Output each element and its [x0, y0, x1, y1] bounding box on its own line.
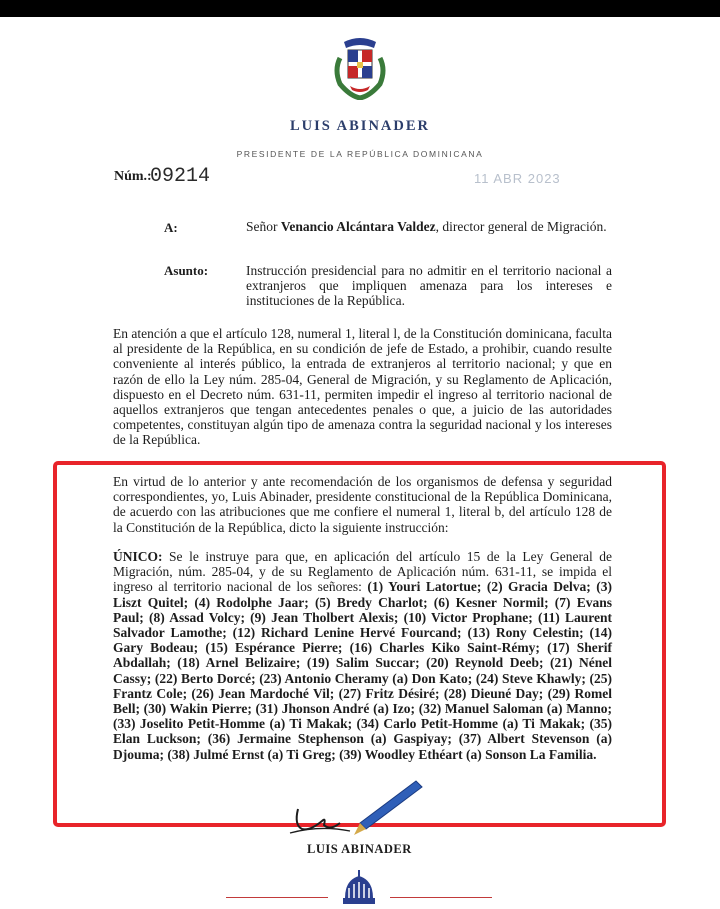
document-number: 09214	[150, 165, 211, 188]
unico-label: ÚNICO:	[113, 549, 163, 564]
paragraph-unico	[113, 549, 612, 762]
recipient-name: Venancio Alcántara Valdez	[280, 219, 436, 234]
recipient-text	[246, 219, 612, 234]
document-number-label: Núm.:	[114, 169, 152, 184]
palace-dome-icon	[339, 870, 379, 906]
subject-text: Instrucción presidencial para no admitir en el territorio nacional a extranjeros que impliquen amenaza para los intereses e instituciones de la República.	[246, 263, 612, 308]
coat-of-arms-icon	[330, 36, 390, 100]
footer-rule-left	[226, 897, 328, 898]
unico-intro: Se le instruye para que, en aplicación del artículo 15 de la Ley General de Migración, núm. 285-04, y de su Reglamento de Aplicación núm. 631-11, se impida el ingreso al territorio nacional de los señores:	[113, 549, 612, 595]
signer-name: LUIS ABINADER	[307, 842, 412, 856]
header-president-name: LUIS ABINADER	[289, 118, 431, 134]
recipient-suffix: , director general de Migración.	[435, 219, 607, 234]
document-page	[0, 17, 720, 909]
unico-list: (1) Youri Latortue; (2) Gracia Delva; (3) Liszt Quitel; (4) Rodolphe Jaar; (5) Bredy Charlot; (6) Kesner Normil; (7) Evans Paul; (8) Assad Volcy; (9) Jean Tholbert Alexis; (10) Victor Prophane; (11) Laurent Salvador Lamothe; (12) Richard Lenine Hervé Fourcand; (13) Rony Celestin; (14) Gary Bodeau; (15) Espérance Pierre; (16) Charles Kiko Saint-Rémy; (17) Sherif Abdallah; (18) Arnel Belizaire; (19) Salim Succar; (20) Reynold Deeb; (21) Nénel Cassy; (22) Berto Dorcé; (23) Antonio Cheramy (a) Don Kato; (24) Steve Khawly; (25) Frantz Cole; (26) Jean Mardoché Vil; (27) Fritz Désiré; (28) Dieuné Day; (29) Romel Bell; (30) Wakin Pierre; (31) Jhonson André (a) Izo; (32) Manuel Saloman (a) Manno; (33) Joselito Petit-Homme (a) Ti Makak; (34) Carlo Petit-Homme (a) Ti Makak; (35) Elan Luckson; (36) Jermaine Stephenson (a) Gaspiyay; (37) Albert Stevenson (a) Djouma; (38) Julmé Ernst (a) Ti Greg; (39) Woodley Ethéart (a) Sonson La Familia.	[113, 579, 612, 762]
date-stamp: 11 ABR 2023	[474, 171, 561, 186]
signature-icon	[280, 773, 430, 843]
top-black-bar	[0, 0, 720, 17]
paragraph-virtud: En virtud de lo anterior y ante recomendación de los organismos de defensa y seguridad correspondientes, yo, Luis Abinader, presidente constitucional de la República Dominicana, de acuerdo con las atribuciones que me confiere el numeral 1, literal b, del artículo 128 de la Constitución de la República, dicto la siguiente instrucción:	[113, 474, 612, 535]
recipient-label: A:	[164, 220, 178, 235]
subject-label: Asunto:	[164, 263, 209, 278]
paragraph-considerando: En atención a que el artículo 128, numeral 1, literal l, de la Constitución dominicana, faculta al presidente de la República, en su condición de jefe de Estado, a prohibir, cuando resulte conveniente al interés público, la entrada de extranjeros al territorio nacional; y que en razón de ello la Ley núm. 285-04, General de Migración, y su Reglamento de Aplicación, dispuesto en el Decreto núm. 631-11, permiten impedir el ingreso al territorio nacional de aquellos extranjeros que tengan antecedentes penales o que, a juicio de las autoridades competentes, constituyan algún tipo de amenaza contra la seguridad nacional y los intereses de la República.	[113, 326, 612, 448]
header-president-title: PRESIDENTE DE LA REPÚBLICA DOMINICANA	[236, 149, 484, 159]
footer-rule-right	[390, 897, 492, 898]
recipient-prefix: Señor	[246, 219, 281, 234]
